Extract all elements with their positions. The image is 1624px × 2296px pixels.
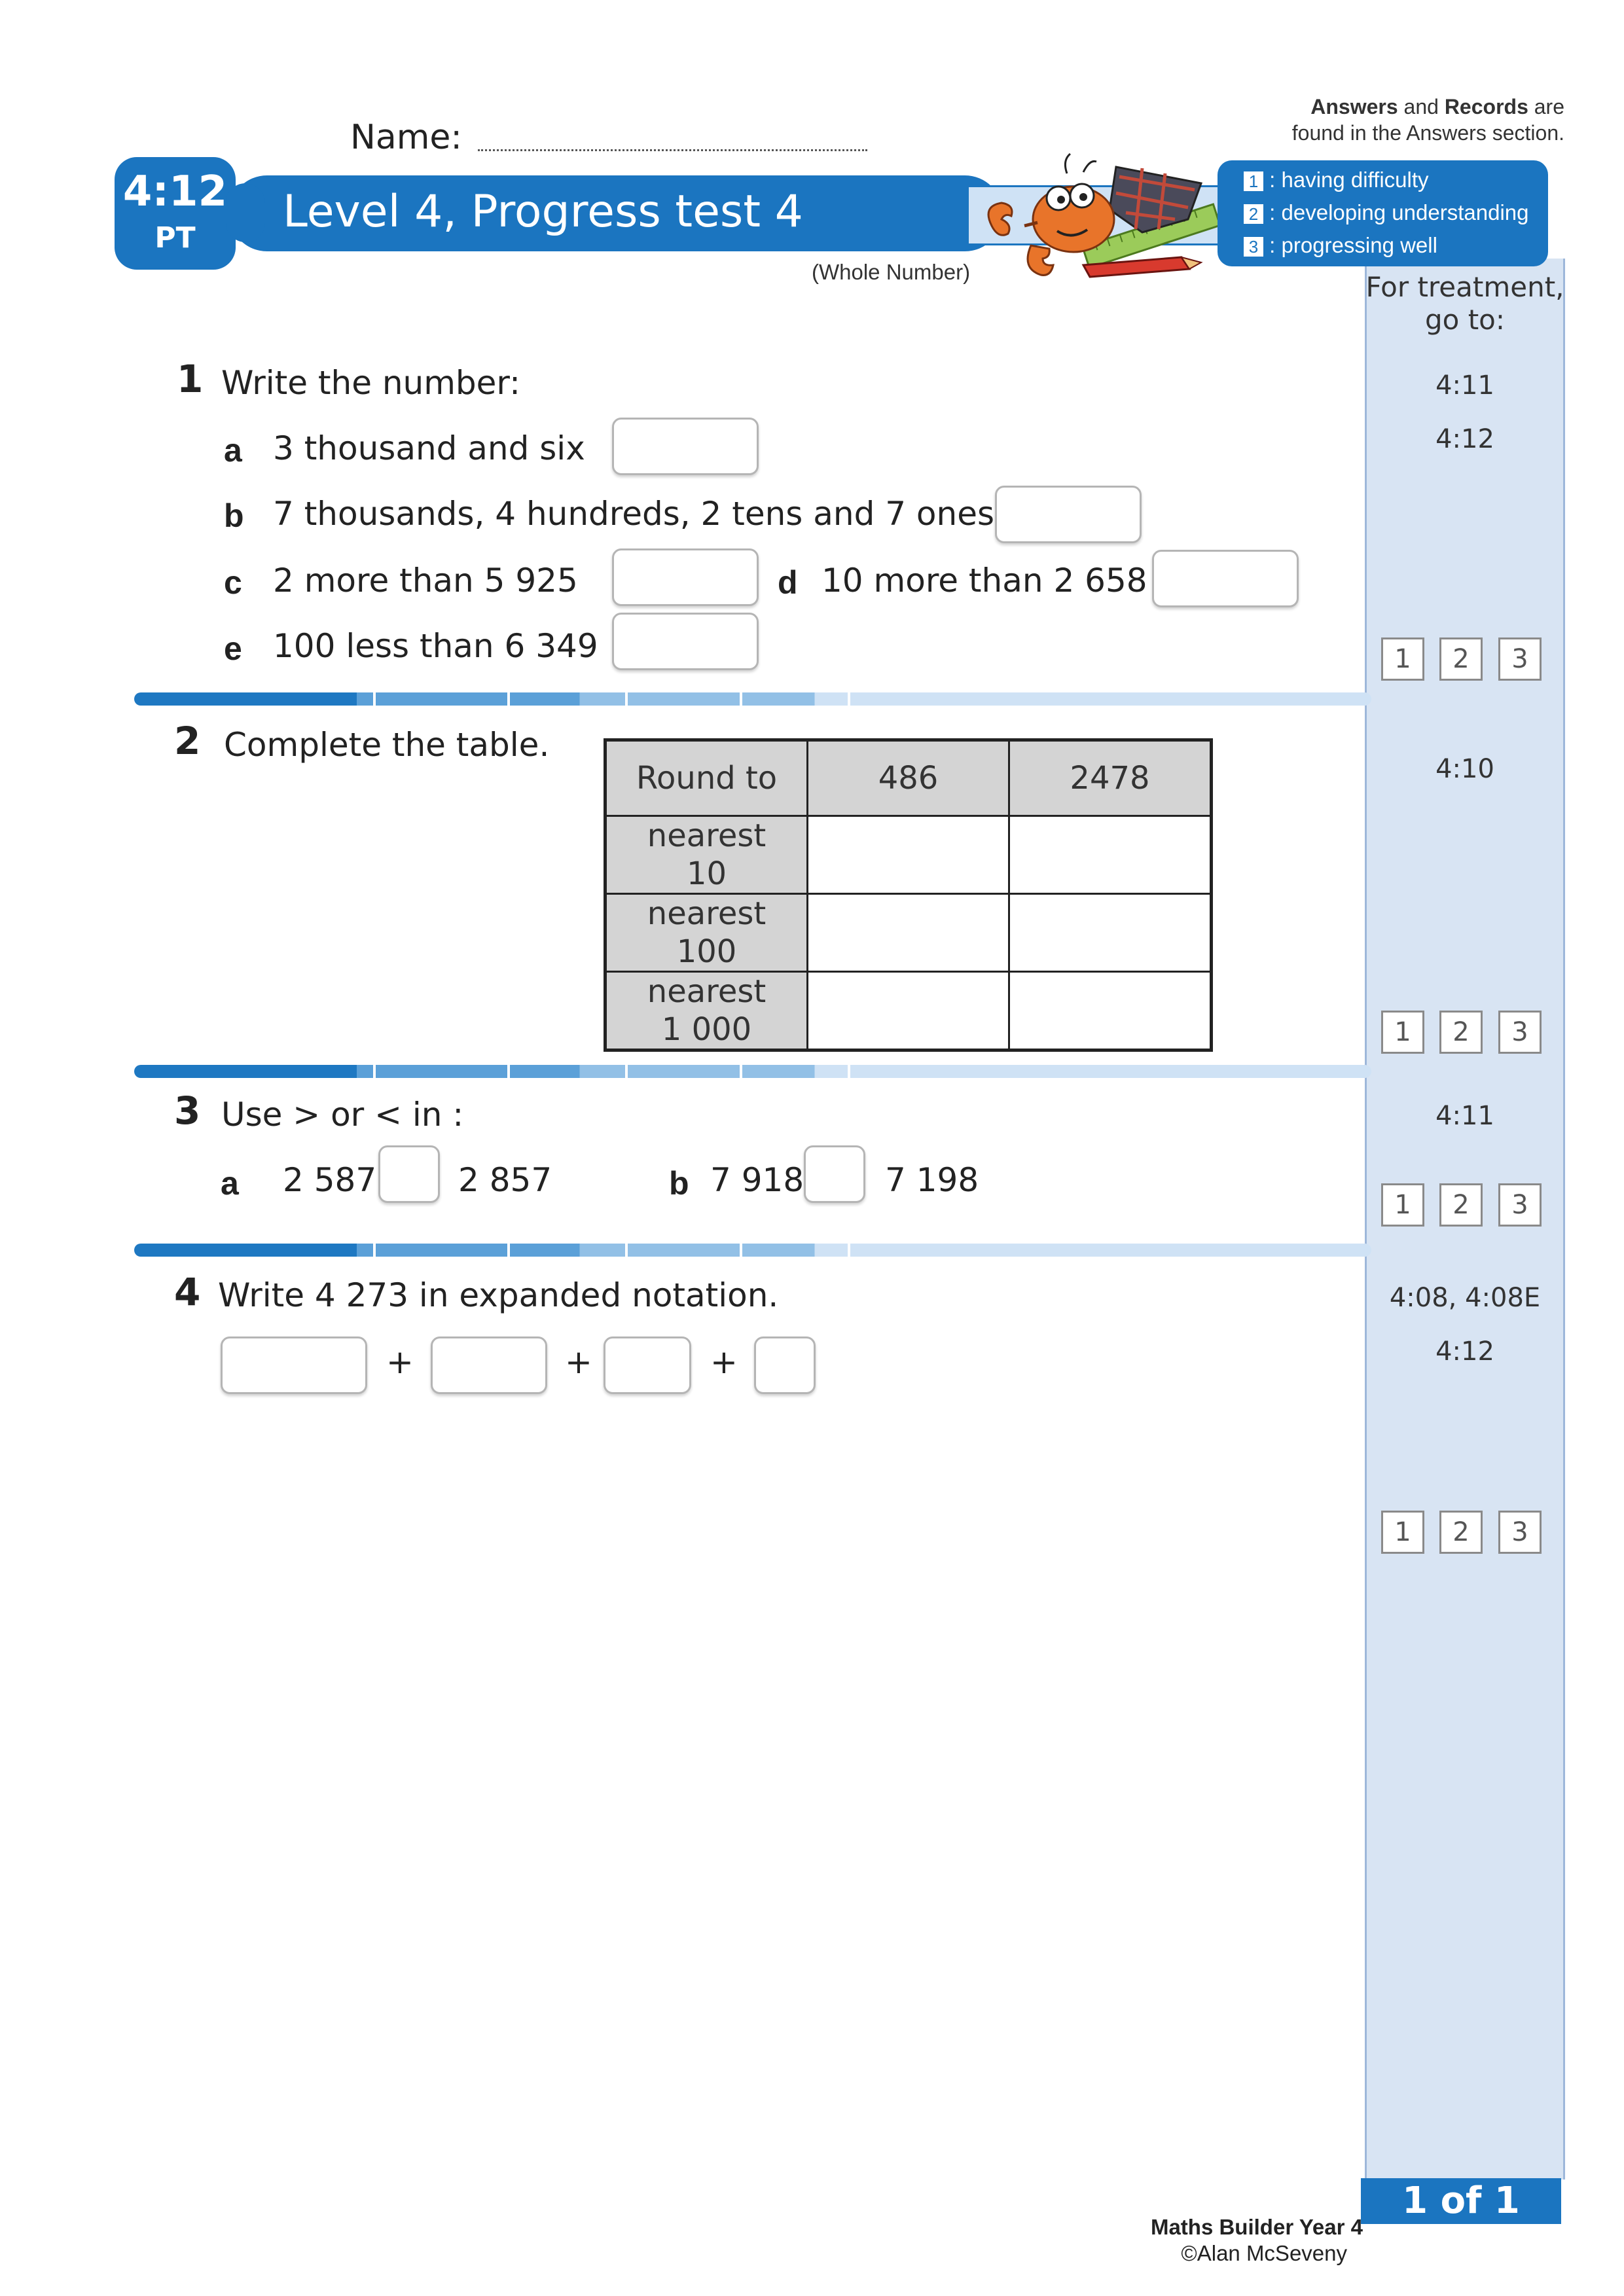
table-row <box>605 816 1212 894</box>
row-label-line: nearest <box>647 973 767 1010</box>
rating-box-2[interactable]: 2 <box>1439 637 1483 681</box>
legend-item <box>1244 233 1437 258</box>
q2-treatment-ref: 4:10 <box>1435 754 1494 784</box>
rounding-table <box>604 738 1213 1052</box>
answer-box[interactable] <box>995 486 1142 543</box>
part-label: b <box>669 1165 689 1202</box>
badge-sub: PT <box>154 221 196 255</box>
crab-mascot-icon <box>985 147 1227 285</box>
part-label: c <box>224 564 242 601</box>
answers-note <box>1204 94 1564 146</box>
right-number: 7 198 <box>885 1161 979 1199</box>
table-answer-cell[interactable] <box>1009 972 1212 1050</box>
rating-box-1[interactable]: 1 <box>1381 1011 1424 1054</box>
table-answer-cell[interactable] <box>1009 816 1212 894</box>
name-input-line[interactable] <box>478 149 867 151</box>
badge-code: 4:12 <box>122 168 228 216</box>
legend-num: 2 <box>1244 204 1263 224</box>
rating-box-1[interactable]: 1 <box>1381 637 1424 681</box>
question-number: 3 <box>174 1088 201 1133</box>
expanded-place-box[interactable] <box>221 1336 367 1394</box>
expanded-place-box[interactable] <box>604 1336 691 1394</box>
part-text: 100 less than 6 349 <box>273 627 598 665</box>
q3-treatment-ref: 4:11 <box>1435 1101 1494 1131</box>
row-label-line: nearest <box>647 895 767 932</box>
plus-sign: + <box>710 1343 738 1381</box>
part-label: e <box>224 630 242 667</box>
name-label: Name: <box>350 118 462 157</box>
legend-num: 3 <box>1244 237 1263 257</box>
table-answer-cell[interactable] <box>1009 894 1212 972</box>
right-number: 2 857 <box>458 1161 552 1199</box>
page-title: Level 4, Progress test 4 <box>283 186 803 238</box>
answer-box[interactable] <box>612 418 759 475</box>
q4-treatment-ref: 4:08, 4:08E <box>1389 1283 1541 1313</box>
left-number: 2 587 <box>283 1161 377 1199</box>
legend-item <box>1244 200 1528 225</box>
q1-treatment-ref: 4:11 <box>1435 370 1494 401</box>
comparison-box[interactable] <box>804 1145 865 1203</box>
rating-box-2[interactable]: 2 <box>1439 1011 1483 1054</box>
legend-item <box>1244 168 1429 192</box>
legend-num: 1 <box>1244 171 1263 191</box>
rating-box-3[interactable]: 3 <box>1498 1511 1542 1554</box>
question-number: 2 <box>174 719 201 763</box>
row-label-line: 1 000 <box>661 1011 752 1048</box>
topic-subtitle: (Whole Number) <box>812 260 971 284</box>
expanded-place-box[interactable] <box>754 1336 816 1394</box>
row-label-line: 10 <box>686 855 727 892</box>
row-label-line: nearest <box>647 817 767 854</box>
part-label: a <box>224 432 242 469</box>
section-divider <box>134 1065 1371 1078</box>
answers-and: and <box>1398 95 1445 118</box>
part-text: 2 more than 5 925 <box>273 562 578 600</box>
legend-text: : progressing well <box>1269 233 1437 257</box>
rating-box-1[interactable]: 1 <box>1381 1183 1424 1227</box>
book-title: Maths Builder Year 4 <box>1150 2215 1363 2239</box>
legend-text: : having difficulty <box>1269 168 1429 192</box>
part-label: d <box>778 564 798 601</box>
answer-box[interactable] <box>1152 550 1299 607</box>
table-answer-cell[interactable] <box>808 894 1009 972</box>
part-text: 3 thousand and six <box>273 429 585 467</box>
page-indicator: 1 of 1 <box>1361 2178 1561 2224</box>
rating-box-3[interactable]: 3 <box>1498 1011 1542 1054</box>
table-answer-cell[interactable] <box>808 972 1009 1050</box>
expanded-place-box[interactable] <box>431 1336 547 1394</box>
question-number: 1 <box>177 357 204 401</box>
question-prompt: Complete the table. <box>224 726 550 764</box>
records-word: Records <box>1444 95 1528 118</box>
table-header: 486 <box>808 740 1009 816</box>
row-label <box>605 816 808 894</box>
question-prompt: Write 4 273 in expanded notation. <box>218 1276 779 1314</box>
part-label: a <box>221 1165 239 1202</box>
q1-treatment-ref: 4:12 <box>1435 424 1494 454</box>
rating-box-3[interactable]: 3 <box>1498 1183 1542 1227</box>
row-label-line: 100 <box>676 933 737 970</box>
rating-box-3[interactable]: 3 <box>1498 637 1542 681</box>
answers-word: Answers <box>1310 95 1398 118</box>
row-label <box>605 972 808 1050</box>
copyright: ©Alan McSeveny <box>1181 2241 1347 2265</box>
answer-box[interactable] <box>612 548 759 606</box>
section-divider <box>134 692 1371 706</box>
comparison-box[interactable] <box>378 1145 440 1203</box>
section-divider <box>134 1244 1371 1257</box>
answer-box[interactable] <box>612 613 759 670</box>
part-label: b <box>224 497 244 534</box>
question-prompt: Use > or < in : <box>221 1096 464 1134</box>
plus-sign: + <box>565 1343 592 1381</box>
rating-box-1[interactable]: 1 <box>1381 1511 1424 1554</box>
q4-treatment-ref: 4:12 <box>1435 1336 1494 1367</box>
row-label <box>605 894 808 972</box>
left-number: 7 918 <box>710 1161 804 1199</box>
question-number: 4 <box>174 1270 201 1314</box>
legend-text: : developing understanding <box>1269 200 1529 224</box>
treatment-heading: For treatment, <box>1365 271 1564 303</box>
table-header: 2478 <box>1009 740 1212 816</box>
plus-sign: + <box>386 1343 414 1381</box>
part-text: 7 thousands, 4 hundreds, 2 tens and 7 ones <box>273 495 995 533</box>
treatment-heading-2: go to: <box>1424 304 1506 336</box>
answers-location: found in the Answers section. <box>1291 121 1564 145</box>
table-header: Round to <box>605 740 808 816</box>
table-row <box>605 972 1212 1050</box>
rating-box-2[interactable]: 2 <box>1439 1511 1483 1554</box>
answers-are: are <box>1528 95 1564 118</box>
table-header-row <box>605 740 1212 816</box>
question-prompt: Write the number: <box>221 364 520 402</box>
rating-box-2[interactable]: 2 <box>1439 1183 1483 1227</box>
table-row <box>605 894 1212 972</box>
part-text: 10 more than 2 658 <box>821 562 1147 600</box>
table-answer-cell[interactable] <box>808 816 1009 894</box>
